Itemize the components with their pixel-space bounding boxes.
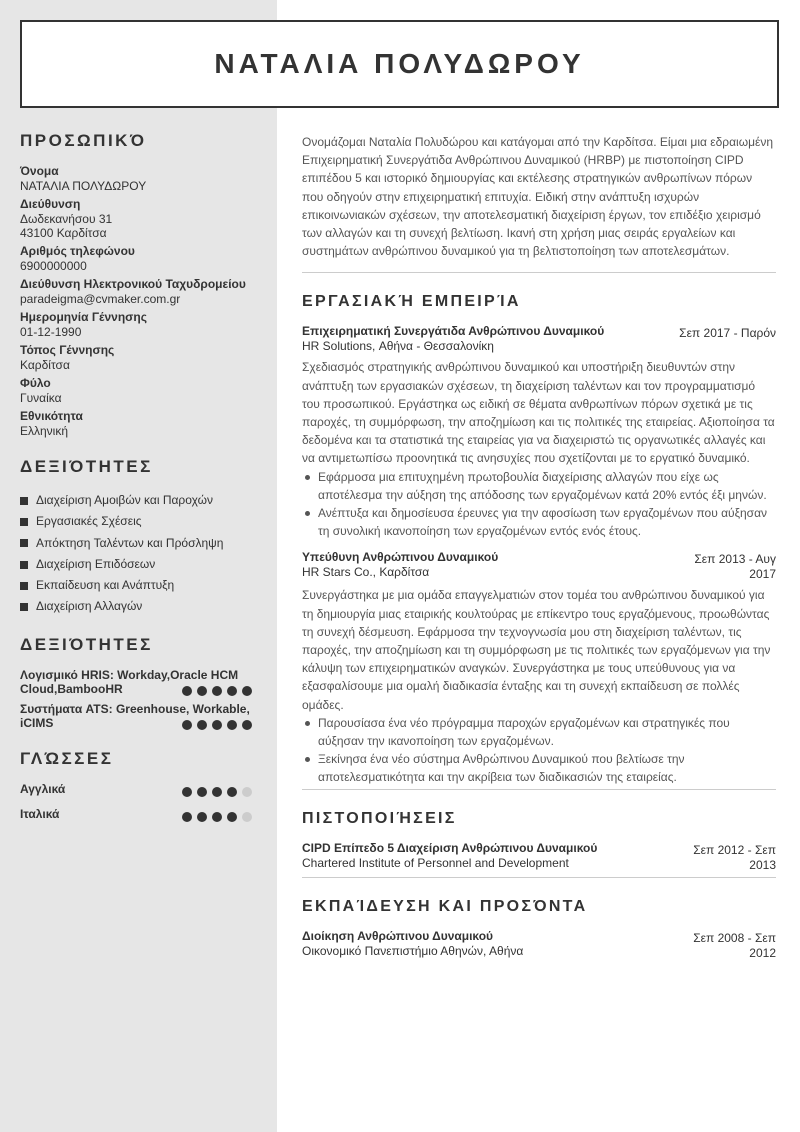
job-description: Συνεργάστηκα με μια ομάδα επαγγελματιών στον τομέα του ανθρώπινου δυναμικού για τη δημιουργία μιας εταιρικής κουλτούρας με επίκεντρο τους εργαζόμενους, προωθώντας τη συνεχή δέσμευση. Εφάρμοσα την τεχνογνωσία μου στη διαχείριση ταλέντων, τις παροχές, την αποζημίωση και τη συμμόρφωση με τις πολιτικές των εργαζόμενων για την κάλυψη των επιχειρηματικών αναγκών. Συνεργάστηκα με τους υπεύθυνους για να εξασφαλίσουμε μια ομαλή διαδικασία ένταξης και τη συνεχή εκπαίδευση σε πολλές ομάδες. <box>302 588 771 712</box>
personal-value: Ελληνική <box>20 424 69 438</box>
filled-dot-icon <box>212 787 222 797</box>
personal-value: Δωδεκανήσου 31 <box>20 212 113 226</box>
square-bullet-icon <box>20 518 28 526</box>
tech-skill-item <box>20 668 256 696</box>
skill-item <box>20 596 256 617</box>
job-entry <box>302 550 776 786</box>
skill-label: Εκπαίδευση και Ανάπτυξη <box>36 578 175 593</box>
languages-title: ΓΛΏΣΣΕΣ <box>20 748 114 768</box>
education-section <box>302 897 776 961</box>
sidebar <box>20 130 256 832</box>
filled-dot-icon <box>197 812 207 822</box>
rating-dots <box>177 812 252 822</box>
skills-list <box>20 490 256 618</box>
experience-title: ΕΡΓΑΣΙΑΚΉ ΕΜΠΕΙΡΊΑ <box>302 293 521 311</box>
job-organization: HR Stars Co., Καρδίτσα <box>302 565 430 580</box>
tech-skills-section <box>20 634 256 730</box>
language-item <box>20 782 256 801</box>
personal-value: 43100 Καρδίτσα <box>20 226 107 240</box>
skill-label: Διαχείριση Επιδόσεων <box>36 556 156 571</box>
filled-dot-icon <box>197 720 207 730</box>
certification-entry <box>302 841 776 873</box>
filled-dot-icon <box>197 787 207 797</box>
skill-label: Εργασιακές Σχέσεις <box>36 514 142 529</box>
filled-dot-icon <box>242 686 252 696</box>
job-description: Σχεδιασμός στρατηγικής ανθρώπινου δυναμικού και υποστήριξη διευθυντών στην ανάπτυξη των εργασιακών σχέσεων, τη διαχείριση ταλέντων και τον προγραμματισμό του προσωπικού. Εργάστηκα ως ειδική σε θέματα ανθρωπίνων πόρων σχετικά με τις παροχές, τη συμμόρφωση, την αποζημίωση και τις πολιτικές της εταιρείας. Αξιοποίησα τα δεδομένα και τα στατιστικά της εταιρείας για να διαχειριστώ τις οργανωτικές αλλαγές και να αντιμετωπίσω προονητικά τις ανησυχίες που σχετίζονται με το εργατικό δυναμικό. <box>302 360 775 466</box>
rating-dots <box>177 686 252 696</box>
rating-dots <box>177 720 252 730</box>
skill-item <box>20 575 256 596</box>
empty-dot-icon <box>242 812 252 822</box>
empty-dot-icon <box>242 787 252 797</box>
filled-dot-icon <box>212 812 222 822</box>
personal-name <box>20 164 256 193</box>
skill-label: Απόκτηση Ταλέντων και Πρόσληψη <box>36 535 224 550</box>
filled-dot-icon <box>197 686 207 696</box>
candidate-name: ΝΑΤΑΛΙΑ ΠΟΛΥΔΩΡΟΥ <box>214 48 585 79</box>
personal-value: ΝΑΤΑΛΙΑ ΠΟΛΥΔΩΡΟΥ <box>20 179 147 193</box>
skills-title: ΔΕΞΙΌΤΗΤΕΣ <box>20 457 153 476</box>
education-date: Σεπ 2008 - Σεπ 2012 <box>693 930 776 960</box>
personal-title: ΠΡΟΣΩΠΙΚΌ <box>20 131 147 150</box>
skill-label: Διαχείριση Αλλαγών <box>36 599 143 614</box>
personal-label: Ημερομηνία Γέννησης <box>20 310 147 324</box>
achievement-item: Εφάρμοσα μια επιτυχημένη πρωτοβουλία διαχείρισης αλλαγών που είχε ως αποτέλεσμα την αύξηση της απόδοσης των εργαζομένων κατά 20% εντός έξι μηνών. <box>302 468 776 504</box>
skill-item <box>20 490 256 511</box>
section-divider <box>302 877 776 878</box>
personal-phone <box>20 244 256 273</box>
achievements-list <box>302 714 776 787</box>
personal-address <box>20 197 256 240</box>
name-header <box>20 20 779 108</box>
achievement-item: Παρουσίασα ένα νέο πρόγραμμα παροχών εργαζομένων και στρατηγικές που αύξησαν την ικανοποίηση των εργαζομένων. <box>302 714 776 750</box>
rating-dots <box>177 787 252 797</box>
skill-label: Διαχείριση Αμοιβών και Παροχών <box>36 493 213 507</box>
tech-skills-title: ΔΕΞΙΌΤΗΤΕΣ <box>20 634 153 654</box>
personal-value: Καρδίτσα <box>20 358 70 372</box>
personal-section <box>20 130 256 438</box>
experience-section <box>302 292 776 786</box>
personal-value: paradeigma@cvmaker.com.gr <box>20 292 181 306</box>
job-entry <box>302 324 776 540</box>
personal-birthdate <box>20 310 256 339</box>
achievement-item: Ανέπτυξα και δημοσίευσα έρευνες για την αφοσίωση των εργαζομένων που αύξησαν τη συνολική ικανοποίηση των εργαζομένων εντός ενός έτους. <box>302 504 776 540</box>
personal-label: Εθνικότητα <box>20 409 83 423</box>
filled-dot-icon <box>182 686 192 696</box>
job-date: Σεπ 2013 - Αυγ 2017 <box>694 552 776 582</box>
filled-dot-icon <box>182 720 192 730</box>
filled-dot-icon <box>227 812 237 822</box>
tech-skill-label: Λογισμικό HRIS: Workday,Oracle HCM Cloud,BambooHR <box>20 667 239 696</box>
profile-summary: Ονομάζομαι Ναταλία Πολυδώρου και κατάγομαι από την Καρδίτσα. Είμαι μια εδραιωμένη Επιχειρηματική Συνεργάτιδα Ανθρώπινου Δυναμικού (HRBP) με πιστοποίηση CIPD επιπέδου 5 και ιστορικό δημιουργίας και εκτέλεσης στρατηγικών ανθρωπίνων πόρων που οδηγούν στην επιχειρηματική επιτυχία. Ειδική στην ανάπτυξη ισχυρών επικοινωνιακών σχέσεων, την αποτελεσματική διαχείριση έργων, τον επιδέξιο χειρισμό των αλλαγών και τη συνεχή βελτίωση. Ικανή στη χρήση μιας σειράς εργαλείων και συστημάτων ανθρώπινου δυναμικού για τη βελτιστοποίηση των αποτελεσμάτων. <box>302 135 774 259</box>
square-bullet-icon <box>20 603 28 611</box>
education-organization: Οικονομικό Πανεπιστήμιο Αθηνών, Αθήνα <box>302 943 524 958</box>
tech-skill-label: Συστήματα ATS: Greenhouse, Workable, iCIMS <box>20 701 250 730</box>
personal-nationality <box>20 409 256 438</box>
achievements-list <box>302 468 776 541</box>
job-title: Υπεύθυνη Ανθρώπινου Δυναμικού <box>302 550 499 565</box>
filled-dot-icon <box>242 720 252 730</box>
section-divider <box>302 789 776 790</box>
personal-label: Όνομα <box>20 164 59 178</box>
certification-title: CIPD Επίπεδο 5 Διαχείριση Ανθρώπινου Δυναμικού <box>302 840 598 855</box>
skill-item <box>20 554 256 575</box>
filled-dot-icon <box>212 686 222 696</box>
filled-dot-icon <box>227 686 237 696</box>
filled-dot-icon <box>227 720 237 730</box>
personal-value: 6900000000 <box>20 259 87 273</box>
personal-birthplace <box>20 343 256 372</box>
personal-label: Αριθμός τηλεφώνου <box>20 244 135 258</box>
achievement-item: Ξεκίνησα ένα νέο σύστημα Ανθρώπινου Δυναμικού που βελτίωσε την αποτελεσματικότητα και την ακρίβεια των διαδικασιών της εταιρείας. <box>302 750 776 786</box>
personal-gender <box>20 376 256 405</box>
job-date: Σεπ 2017 - Παρόν <box>679 326 776 341</box>
square-bullet-icon <box>20 582 28 590</box>
personal-label: Διεύθυνση Ηλεκτρονικού Ταχυδρομείου <box>20 277 246 291</box>
square-bullet-icon <box>20 561 28 569</box>
languages-section <box>20 748 256 826</box>
filled-dot-icon <box>227 787 237 797</box>
skills-section <box>20 456 256 618</box>
language-item <box>20 807 256 826</box>
filled-dot-icon <box>182 812 192 822</box>
personal-email <box>20 277 256 306</box>
square-bullet-icon <box>20 539 28 547</box>
personal-value: 01-12-1990 <box>20 325 82 339</box>
skill-item <box>20 511 256 532</box>
personal-label: Φύλο <box>20 376 51 390</box>
language-label: Ιταλικά <box>20 806 60 821</box>
certifications-section <box>302 809 776 873</box>
education-title-text: Διοίκηση Ανθρώπινου Δυναμικού <box>302 928 494 943</box>
main-content <box>302 133 776 961</box>
filled-dot-icon <box>182 787 192 797</box>
skill-item <box>20 533 256 554</box>
personal-label: Τόπος Γέννησης <box>20 343 115 357</box>
language-label: Αγγλικά <box>20 781 66 796</box>
job-organization: HR Solutions, Αθήνα - Θεσσαλονίκη <box>302 339 494 354</box>
education-entry <box>302 929 776 961</box>
personal-label: Διεύθυνση <box>20 197 81 211</box>
certification-organization: Chartered Institute of Personnel and Development <box>302 855 569 870</box>
section-divider <box>302 272 776 273</box>
personal-value: Γυναίκα <box>20 391 62 405</box>
education-title: ΕΚΠΑΊΔΕΥΣΗ ΚΑΙ ΠΡΟΣΌΝΤΑ <box>302 897 588 915</box>
filled-dot-icon <box>212 720 222 730</box>
certification-date: Σεπ 2012 - Σεπ 2013 <box>693 842 776 872</box>
square-bullet-icon <box>20 497 28 505</box>
certifications-title: ΠΙΣΤΟΠΟΙΉΣΕΙΣ <box>302 809 457 827</box>
tech-skill-item <box>20 702 256 730</box>
job-title: Επιχειρηματική Συνεργάτιδα Ανθρώπινου Δυναμικού <box>302 324 605 339</box>
